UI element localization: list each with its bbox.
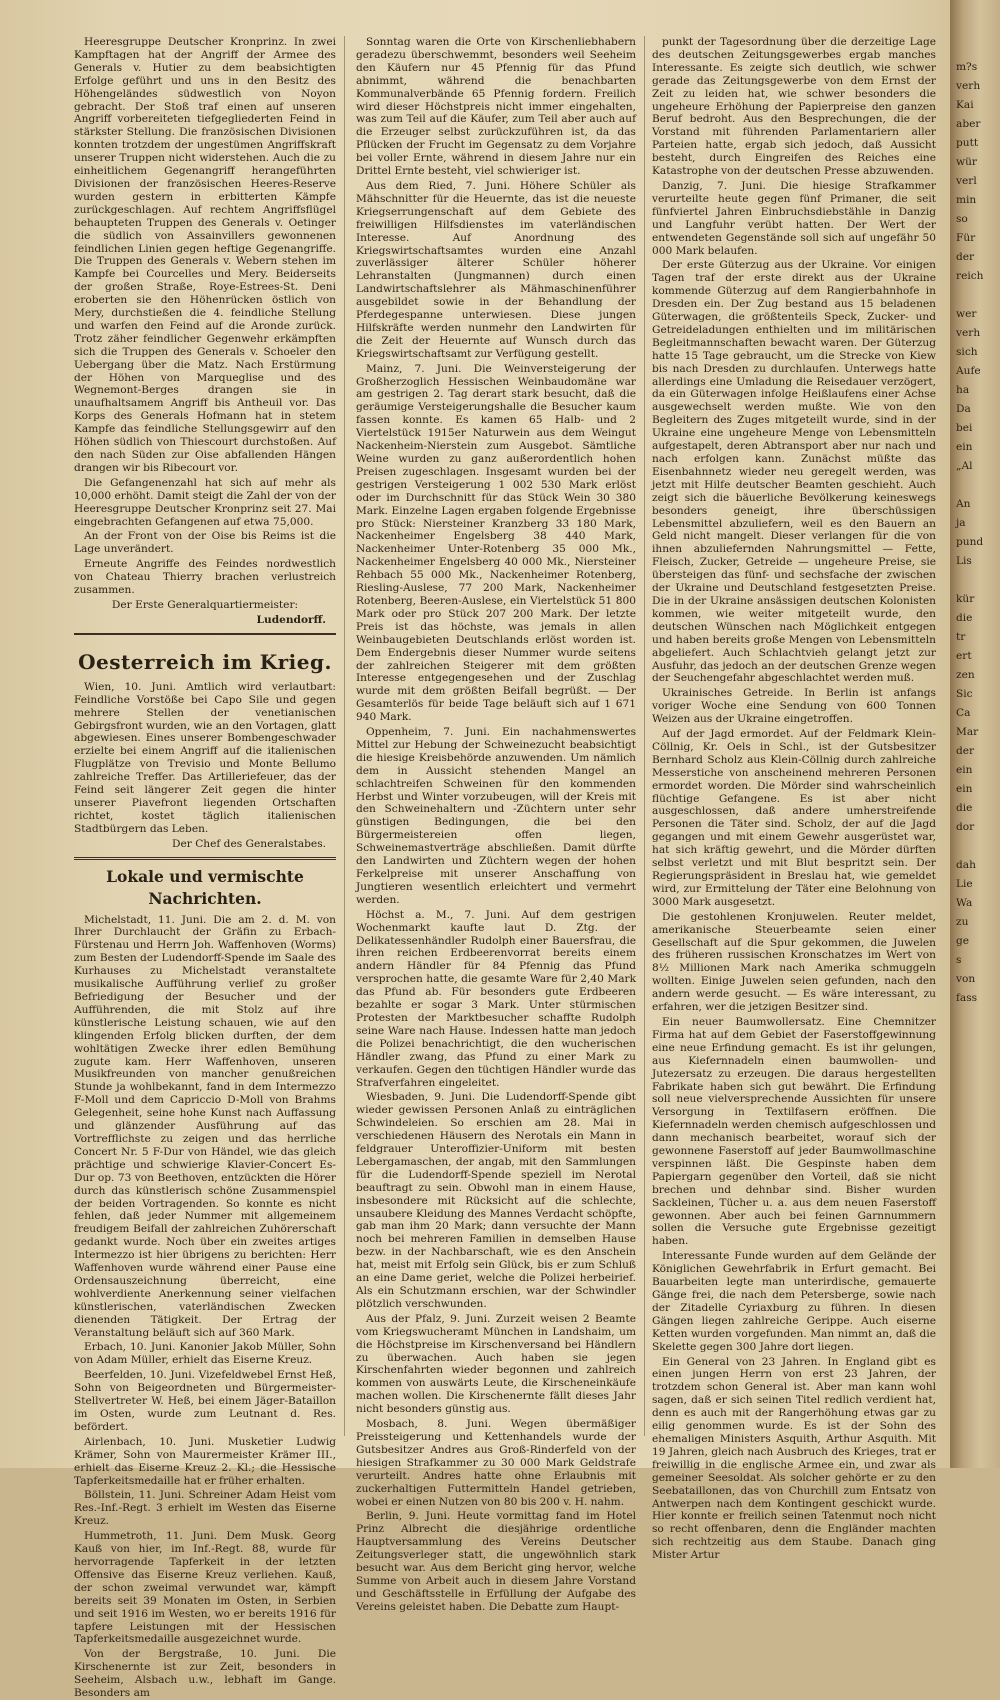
adjacent-page-line — [950, 837, 1000, 856]
article-wiesbaden: Wiesbaden, 9. Juni. Die Ludendorff-Spende gibt wieder gewissen Personen Anlaß zu einträglichen Schwindeleien. So erschien am 28. Mai in verschiedenen Häusern des Nerotals ein Mann in feldgrauer Unteroffizier-Uniform mit besten Lebergamaschen, der angab, mit den Sammlungen für die Ludendorff-Spende speziell im Nerotal beauftragt zu sein. Obwohl man in einem Hause, insbesondere mit Rücksicht auf die schlechte, unsaubere Kleidung des Mannes Verdacht schöpfte, gab man ihm 20 Mark; dann versuchte der Mann noch bei mehreren Familien in demselben Hause bezw. in der Nachbarschaft, wie es den Anschein hat, meist mit Erfolg sein Glück, bis er zum Schluß an eine Dame geriet, welche die Polizei herbeirief. Als ein Schutzmann erschien, war der Schwindler plötzlich verschwunden. — [356, 1091, 636, 1310]
article-general: Ein General von 23 Jahren. In England gibt es einen jungen Herrn von erst 23 Jahren, der trotzdem schon General ist. Aber man kann wohl sagen, daß er sich seinen Titel redlich verdient hat, denn es auch mit der Rangerhöhung etwas gar zu eilig genommen wurde. Es ist der Sohn des ehemaligen Ministers Asquith, Arthur Asquith. Mit 19 Jahren, gleich nach Ausbruch des Krieges, trat er freiwillig in die englische Armee ein, und zwar als gemeiner Seesoldat. Als solcher gehörte er zu den Seebataillonen, das von Churchill zum Entsatz von Antwerpen nach dem Kontingent geschickt wurde. Hier konnte er freilich seinen Tatenmut noch nicht so recht offenbaren, denn die Engländer machten sich rechtzeitig aus dem Staube. Danach ging Mister Artur — [652, 1355, 936, 1562]
adjacent-page-line — [950, 286, 1000, 305]
adjacent-page-line: tr — [956, 631, 966, 643]
adjacent-page-line: ein — [956, 764, 973, 776]
article-mainz: Mainz, 7. Juni. Die Weinversteigerung der Großherzoglich Hessischen Weinbaudomäne war am gestrigen 2. Tag derart stark besucht, daß die geräumige Versteigerungshalle die Besucher kaum fassen konnte. Es kamen 65 Halb- und 2 Viertelstück 1915er Naturwein aus dem Weingut Nackenheim-Nierstein zum Ausgebot. Sämtliche Weine wurden zu ganz außerordentlich hohen Preisen zugeschlagen. Insgesamt wurden bei der gestrigen Versteigerung 1 002 530 Mark erlöst oder im Durchschnitt für das Stück Wein 30 380 Mark. Einzelne Lagen ergaben folgende Ergebnisse pro Stück: Niersteiner Kranzberg 33 180 Mark, Nackenheimer Engelsberg 38 440 Mark, Nackenheimer Unter-Rotenberg 35 000 Mk., Nackenheimer Engelsberg 40 000 Mk., Niersteiner Rehbach 55 000 Mk., Nackenheimer Rotenberg, Riesling-Auslese, 77 200 Mark, Nackenheimer Rotenberg, Beeren-Auslese, ein Viertelstück 51 800 Mark oder pro Stück 207 200 Mark. Der letzte Preis ist das höchste, was jemals in allen Weinbaugebieten Deutschlands erlöst worden ist. Dem Endergebnis dieser Nummer wurde seitens der zahlreichen Steigerer mit dem größten Interesse entgegengesehen und der Zuschlag wurde mit dem größten Beifall begrüßt. — Der Gesamterlös für beide Tage beläuft sich auf 1 671 940 Mark. — [356, 362, 636, 724]
column-3 — [652, 36, 936, 1562]
article-boellstein: Böllstein, 11. Juni. Schreiner Adam Heist vom Res.-Inf.-Regt. 3 erhielt im Westen das Eiserne Kreuz. — [74, 1489, 336, 1528]
adjacent-page-line: Ca — [956, 707, 971, 719]
article-michelstadt: Michelstadt, 11. Juni. Die am 2. d. M. von Ihrer Durchlaucht der Gräfin zu Erbach-Fürstenau und Herrn Joh. Waffenhoven (Worms) zum Besten der Ludendorff-Spende im Saale des Kurhauses zu Michelstadt veranstaltete musikalische Aufführung verlief zu großer Befriedigung der Besucher und der Aufführenden, die mit Stolz auf ihre künstlerische Leistung schauen, wie auf den klingenden Erfolg blicken durften, der dem wohltätigen Zwecke ihrer edlen Bemühung zugute kam. Herr Waffenhoven, unseren Musikfreunden von mancher genußreichen Stunde ja wohlbekannt, fand in dem Intermezzo F-Moll und dem Capriccio D-Moll von Brahms Gelegenheit, seine hohe Kunst nach Auffassung und glänzender Ausführung auf das Vortrefflichste zu zeigen und das herrliche Concert Nr. 5 F-Dur von Händel, wie das gleich prächtige und schwierige Klavier-Concert Es-Dur op. 73 von Beethoven, entzückten die Hörer durch das künstlerisch schöne Zusammenspiel der beiden Vortragenden. So konnte es nicht fehlen, daß jeder Nummer mit allgemeinem freudigem Beifall der zahlreichen Zuhörerschaft gedankt wurde. Noch über ein zweites artiges Intermezzo ist hier übrigens zu berichten: Herr Waffenhoven wurde während einer Pause eine Ordensauszeichnung überreicht, eine wohlverdiente Anerkennung seiner vielfachen künstlerischen, vaterländischen Zwecken dienenden Tätigkeit. Der Ertrag der Veranstaltung beläuft sich auf 360 Mark. — [74, 913, 336, 1339]
adjacent-page-line: Kai — [956, 99, 974, 111]
wien-signature: Der Chef des Generalstabes. — [172, 837, 326, 850]
adjacent-page-line: ert — [956, 650, 972, 662]
adjacent-page-line: ein — [956, 441, 973, 453]
heading-oesterreich: Oesterreich im Krieg. — [78, 649, 332, 674]
adjacent-page-line: min — [956, 194, 977, 206]
adjacent-page-line: putt — [956, 137, 979, 149]
article-getreide: Ukrainisches Getreide. In Berlin ist anfangs voriger Woche eine Sendung von 600 Tonnen Weizen aus der Ukraine eingetroffen. — [652, 687, 936, 726]
article-hummetroth: Hummetroth, 11. Juni. Dem Musk. Georg Kauß von hier, im Inf.-Regt. 88, wurde für hervorragende Tapferkeit in der letzten Offensive das Eiserne Kreuz verliehen. Kauß, der schon zweimal verwundet war, kämpft bereits seit 39 Monaten im Osten, in Serbien und seit 1916 im Westen, wo er bereits 1916 für tapfere Leistungen mit der Hessischen Tapferkeitsmedaille ausgezeichnet wurde. — [74, 1530, 336, 1646]
article-ried: Aus dem Ried, 7. Juni. Höhere Schüler als Mähschnitter für die Heuernte, das ist die neueste Kriegserrungenschaft auf dem Gebiete des freiwilligen Hilfsdienstes im vaterländischen Interesse. Auf Anordnung des Kriegswirtschaftsamtes wurden eine Anzahl zuverlässiger älterer Schüler höherer Lehranstalten (Jungmannen) durch einen Landwirtschaftslehrer als Mähmaschinenführer ausgebildet sowie in der Behandlung der Pferdegespanne unterwiesen. Diese jungen Hilfskräfte werden nunmehr den Landwirten für die Zeit der Heuernte auf Wunsch durch das Kriegswirtschaftsamt zur Verfügung gestellt. — [356, 179, 636, 360]
adjacent-page-text — [950, 0, 1000, 1008]
adjacent-page-line: der — [956, 745, 975, 757]
adjacent-page-line: An — [956, 498, 971, 510]
adjacent-page-line: kür — [956, 593, 975, 605]
adjacent-page-line: zu — [956, 916, 969, 928]
adjacent-page-line: Mar — [956, 726, 979, 738]
adjacent-page-line — [950, 571, 1000, 590]
adjacent-page-line: Für — [956, 232, 976, 244]
adjacent-page-line: dah — [956, 859, 976, 871]
article-erbach: Erbach, 10. Juni. Kanonier Jakob Müller, Sohn von Adam Müller, erhielt das Eiserne Kreuz. — [74, 1341, 336, 1367]
adjacent-page-line: dor — [956, 821, 975, 833]
adjacent-page-line: sich — [956, 346, 978, 358]
article-berlin: Berlin, 9. Juni. Heute vormittag fand im Hotel Prinz Albrecht die diesjährige ordentliche Hauptversammlung des Vereins Deutscher Zeitungsverleger statt, die ungewöhnlich stark besucht war. Aus dem Bericht ging hervor, welche Summe von Arbeit auch in diesem Jahre Vorstand und Geschäftsstelle in Erfüllung der Aufgabe des Vereins geleistet haben. Die Debatte zum Haupt- — [356, 1510, 636, 1613]
adjacent-page-line: zen — [956, 669, 975, 681]
adjacent-page-line: aber — [956, 118, 981, 130]
adjacent-page-line: der — [956, 251, 975, 263]
signature-title: Der Erste Generalquartiermeister: — [111, 598, 299, 611]
article-gueterzug: Der erste Güterzug aus der Ukraine. Vor einigen Tagen traf der erste direkt aus der Ukraine kommende Güterzug auf dem Rangierbahnhofe in Dresden ein. Der Zug bestand aus 15 beladenen Güterwagen, die größtenteils Speck, Zucker- und Getreideladungen enthielten und im militärischen Begleitmannschaften bewacht waren. Der Güterzug hatte 15 Tage gebraucht, um die Strecke von Kiew bis nach Dresden zu durchlaufen. Unterwegs hatte allerdings eine Umladung die Reisedauer verzögert, da ein Güterwagen infolge Heißlaufens einer Achse ausgewechselt werden mußte. Wie von den Begleitern des Zuges mitgeteilt wurde, sind in der Ukraine eine ungeheure Menge von Lebensmitteln aufgestapelt, deren Abtransport aber nur nach und nach erfolgen kann. Zunächst müßte das Eisenbahnnetz wieder neu geregelt werden, was jetzt mit Hilfe deutscher Beamten geschieht. Auch zeigt sich die bäuerliche Bevölkerung keineswegs besonders geneigt, ihre überschüssigen Lebensmittel abzuliefern, weil es den Bauern an Geld nicht mangelt. Dieser verlangen für die von ihnen abzuliefernden Nahrungsmittel — Fette, Fleisch, Zucker, Getreide — ungeheure Preise, sie übersteigen das fünf- und sechsfache der zwischen der Ukraine und Deutschland festgesetzten Preise. Die in der Ukraine ansässigen deutschen Kolonisten kommen, wie weiter mitgeteilt wurde, den deutschen Wünschen nach Möglichkeit entgegen und haben bereits große Mengen von Lebensmitteln abgeliefert. Auch Schlachtvieh gelangt jetzt zur Ausfuhr, das jedoch an der deutschen Grenze wegen der Seuchengefahr abgeschlachtet werden muß. — [652, 259, 936, 685]
article-funde: Interessante Funde wurden auf dem Gelände der Königlichen Gewehrfabrik in Erfurt gemacht. Bei Bauarbeiten legte man unterirdische, gemauerte Gänge frei, die nach dem Petersberge, sowie nach der Zitadelle Cyriaxburg zu führen. In diesen Gängen liegen zahlreiche Gerippe. Auch eiserne Ketten wurden vorgefunden. Man nimmt an, daß die Skelette gegen 300 Jahre dort liegen. — [652, 1250, 936, 1353]
adjacent-page-line: Lie — [956, 878, 973, 890]
article-zeitungsgewerbe: punkt der Tagesordnung über die derzeitige Lage des deutschen Zeitungsgewerbes ergab manches Interessante. Es zeigte sich deutlich, wie schwer gerade das Zeitungsgewerbe von dem Ernst der Zeit zu leiden hat, wie schwer besonders die ungeheure Erhöhung der Papierpreise den ganzen Beruf bedroht. Aus den Besprechungen, die der Vorstand mit führenden Parlamentariern aller Parteien hatte, ergab sich jedoch, daß Aussicht besteht, durch Eingreifen des Reiches eine Katastrophe von der deutschen Presse abzuwenden. — [652, 36, 936, 178]
article-gefangenenzahl: Die Gefangenenzahl hat sich auf mehr als 10,000 erhöht. Damit steigt die Zahl der von der Heeresgruppe Deutscher Kronprinz seit 27. Mai eingebrachten Gefangenen auf etwa 75,000. — [74, 476, 336, 528]
adjacent-page-line: die — [956, 802, 973, 814]
article-wien: Wien, 10. Juni. Amtlich wird verlautbart: Feindliche Vorstöße bei Capo Sile und gegen mehrere Stellen der venetianischen Gebirgsfront wurden, wie an den Vortagen, glatt abgewiesen. Eines unserer Bombengeschwader erzielte bei einem Angriff auf die italienischen Flugplätze von Trevisio und Monte Bellumo zahlreiche Treffer. Das Artilleriefeuer, das der Feind seit längerer Zeit gegen die hinter unserer Piavefront liegenden Ortschaften richtet, kostet täglich italienischen Stadtbürgern das Leben. — [74, 680, 336, 835]
adjacent-page-line: reich — [956, 270, 984, 282]
article-baumwolle: Ein neuer Baumwollersatz. Eine Chemnitzer Firma hat auf dem Gebiet der Faserstoffgewinnung eine neue Erfindung gemacht. Es ist ihr gelungen, aus Kiefernnadeln einen baumwollen- und Jutezersatz zu erzeugen. Die daraus hergestellten Fabrikate haben sich gut bewährt. Die Erfindung soll neue vielversprechende Aussichten für unsere Versorgung in Textilfasern eröffnen. Die Kiefernnadeln werden chemisch aufgeschlossen und dann mechanisch bearbeitet, worauf sich der gewonnene Faserstoff auf jeder Baumwollmaschine verspinnen läßt. Die Gespinste haben dem Papiergarn gegenüber den Vorteil, daß sie nicht brechen und dehnbar sind. Bisher wurden Sackleinen, Tücher u. a. aus dem neuen Faserstoff gewonnen. Aber auch bei feinen Garnnummern sollen die Versuche gute Ergebnisse gezeitigt haben. — [652, 1015, 936, 1248]
adjacent-page-line: pund — [956, 536, 984, 548]
article-bergstrasse: Von der Bergstraße, 10. Juni. Die Kirschenernte ist zur Zeit, besonders in Seeheim, Alsbach u.w., lebhaft im Gange. Besonders am — [74, 1648, 336, 1700]
article-beerfelden: Beerfelden, 10. Juni. Vizefeldwebel Ernst Heß, Sohn von Beigeordneten und Bürgermeister-Stellvertreter W. Heß, bei einem Jäger-Bataillon im Osten, wurde zum Leutnant d. Res. befördert. — [74, 1369, 336, 1433]
adjacent-page-line: verl — [956, 175, 977, 187]
adjacent-page-line: Da — [956, 403, 971, 415]
heading-lokale: Lokale und vermischte Nachrichten. — [74, 857, 336, 910]
article-danzig: Danzig, 7. Juni. Die hiesige Strafkammer verurteilte heute gegen fünf Primaner, die seit fünfviertel Jahren Einbruchsdiebstähle in Danzig und Langfuhr verübt hatten. Der Wert der entwendeten Gegenstände soll sich auf ungefähr 50 000 Mark belaufen. — [652, 179, 936, 257]
adjacent-page-line: so — [956, 213, 968, 225]
article-heeresgruppe: Heeresgruppe Deutscher Kronprinz. In zwei Kampftagen hat der Angriff der Armee des Generals v. Hutier zu dem beabsichtigten Erfolge geführt und uns in den Besitz des Höhengeländes südwestlich von Noyon gebracht. Der Stoß traf einen auf unseren Angriff vorbereiteten tiefgegliederten Feind in stärkster Stellung. Die französischen Divisionen konnten trotzdem der ungestümen Angriffskraft unserer Truppen nicht widerstehen. Auch die zu einheitlichem Gegenangriff herangeführten Divisionen der französischen Heeres-Reserve wurden gestern in erbitterten Kämpfe zurückgeschlagen. Auf rechtem Angriffsflügel behaupteten Truppen des Generals v. Oetinger die südlich von Assainvillers gewonnenen feindlichen Linien gegen heftige Gegenangriffe. Die Truppen des Generals v. Webern stehen im Kampfe bei Courcelles und Mery. Beiderseits der großen Straße, Roye-Estrees-St. Deni eroberten sie den Höhenrücken östlich von Mery, durchstießen die 4. feindliche Stellung und warfen den Feind auf die Aronde zurück. Trotz zäher feindlicher Gegenwehr erkämpften sich die Truppen des Generals v. Schoeler den Uebergang über die Matz. Nach Erstürmung der Höhen von Marqueglise und des Wegnemont-Berges drangen sie in unaufhaltsamem Angriff bis Antheuil vor. Das Korps des Generals Hofmann hat in stetem Kampfe das feindliche Stellungsgewirr auf den Höhen südlich von Thiescourt durchstoßen. Auf den nach Süden zur Oise abfallenden Hängen drangen wir bis Ribecourt vor. — [74, 36, 336, 474]
article-airlenbach: Airlenbach, 10. Juni. Musketier Ludwig Krämer, Sohn von Maurermeister Krämer III., erhielt das Eiserne Kreuz 2. Kl.; die Hessische Tapferkeitsmedaille hat er früher erhalten. — [74, 1435, 336, 1487]
adjacent-page-line: m?s — [956, 61, 978, 73]
article-kirschen: Sonntag waren die Orte von Kirschenliebhabern geradezu überschwemmt, besonders weil Seeheim den Käufern nur 45 Pfennig für das Pfund abnimmt, während die benachbarten Kommunalverbände 65 Pfennig fordern. Freilich wird dieser Höchstpreis nicht immer eingehalten, was zum Teil auf die Käufer, zum Teil aber auch auf die Erzeuger selbst zurückzuführen ist, da das Pflücken der Frucht im Gegensatz zu dem Vorjahre bei voller Ernte, während in diesem Jahre nur ein Drittel Ernte besteht, viel schwieriger ist. — [356, 36, 636, 178]
column-rule-1 — [344, 36, 345, 1436]
adjacent-page-line: ge — [956, 935, 970, 947]
adjacent-page-line: Wa — [956, 897, 973, 909]
adjacent-page-line: s — [956, 954, 962, 966]
adjacent-page-line: Lis — [956, 555, 972, 567]
column-2 — [356, 36, 636, 1613]
adjacent-page-line: verh — [956, 327, 981, 339]
adjacent-page-line: ein — [956, 783, 973, 795]
article-chateau-thierry: Erneute Angriffe des Feindes nordwestlich von Chateau Thierry brachen verlustreich zusammen. — [74, 558, 336, 597]
article-pfalz: Aus der Pfalz, 9. Juni. Zurzeit weisen 2 Beamte vom Kriegswucheramt München in Landshaim, um die Höchstpreise im Kirschenversand bei Händlern zu überwachen. Auch haben sie jegen Kirschenfahrten wieder begonnen und zahlreich kommen von auswärts Leute, die Kirscheneinkäufe machen wollen. Die Kirschenernte fällt dieses Jahr nicht besonders günstig aus. — [356, 1312, 636, 1416]
article-oppenheim: Oppenheim, 7. Juni. Ein nachahmenswertes Mittel zur Hebung der Schweinezucht beabsichtigt die hiesige Kreisbehörde anzuwenden. Um nämlich dem in Aussicht stehenden Mangel an schlachtreifen Schweinen für den kommenden Herbst und Winter vorzubeugen, will der Kreis mit den Schweinehaltern und -Züchtern unter sehr günstigen Bedingungen, die bei den Bürgermeistereien offen liegen, Schweinemastverträge abschließen. Damit dürfte den Landwirten und Züchtern wegen der hohen Ferkelpreise mit unserer Anschaffung von Jungtieren wesentlich erleichtert und vermehrt werden. — [356, 726, 636, 906]
column-rule-2 — [644, 36, 645, 1436]
adjacent-page-line: Sic — [956, 688, 973, 700]
adjacent-page-edge — [950, 0, 1000, 1468]
adjacent-page-line: „Al — [956, 460, 973, 472]
adjacent-page-line — [950, 476, 1000, 495]
adjacent-page-line: die — [956, 612, 973, 624]
adjacent-page-line: von — [956, 973, 976, 985]
article-kronjuwelen: Die gestohlenen Kronjuwelen. Reuter meldet, amerikanische Steuerbeamte seien einer Gesellschaft auf die Spur gekommen, die Juwelen des früheren russischen Kronschatzes im Wert von 8½ Millionen Mark nach Amerika schmuggeln wollten. Einige Juwelen seien gefunden, nach den andern werde gesucht. — Es wäre interessant, zu erfahren, wer die jetzigen Besitzer sind. — [652, 910, 936, 1014]
article-hoechst: Höchst a. M., 7. Juni. Auf dem gestrigen Wochenmarkt kaufte laut D. Ztg. der Delikatessenhändler Rudolph einer Bauersfrau, die ihren reichen Erdbeerenvorrat bereits einem andern Händler für 84 Pfennig das Pfund versprochen hatte, die gesamte Ware für 2,40 Mark das Pfund ab. Für besonders gute Erdbeeren bezahlte er sogar 3 Mark. Unter stürmischen Protesten der Marktbesucher schaffte Rudolph seine Ware nach Hause. Indessen hatte man jedoch die Polizei benachrichtigt, die den wucherischen Händler zwang, das Pfund zu einer Mark zu verkaufen. Gegen den tüchtigen Händler wurde das Strafverfahren eingeleitet. — [356, 908, 636, 1089]
adjacent-page-line: ha — [956, 384, 970, 396]
adjacent-page-line: ja — [956, 517, 966, 529]
article-mosbach: Mosbach, 8. Juni. Wegen übermäßiger Preissteigerung und Kettenhandels wurde der Gutsbesitzer Andres aus Groß-Rinderfeld von der hiesigen Strafkammer zu 30 000 Mark Geldstrafe verurteilt. Andres hatte ohne Erlaubnis mit zuckerhaltigen Futtermitteln Handel getrieben, wobei er einen Nutzen von 80 bis 200 v. H. nahm. — [356, 1418, 636, 1508]
adjacent-page-line: Aufe — [956, 365, 981, 377]
article-front-lage: An der Front von der Oise bis Reims ist die Lage unverändert. — [74, 530, 336, 556]
column-1 — [74, 36, 336, 1700]
signature-name: Ludendorff. — [256, 613, 326, 626]
article-jagd: Auf der Jagd ermordet. Auf der Feldmark Klein-Cöllnig, Kr. Oels in Schl., ist der Gutsbesitzer Bernhard Scholz aus Klein-Cöllnig durch zahlreiche Messerstiche von anscheinend mehreren Personen ermordet worden. Die Mörder sind wahrscheinlich flüchtige Gefangene. Es ist aber nicht ausgeschlossen, daß andere umherstreifende Personen die Täter sind. Scholz, der auf die Jagd gegangen und mit einem Gewehr ausgerüstet war, hat sich kräftig gewehrt, und die Mörder dürften selbst verletzt und mit Blut bespritzt sein. Der Regierungspräsident in Breslau hat, wie gemeldet wird, zur Ermittelung der Täter eine Belohnung von 3000 Mark ausgesetzt. — [652, 728, 936, 908]
adjacent-page-line: fass — [956, 992, 978, 1004]
adjacent-page-line: wür — [956, 156, 977, 168]
adjacent-page-line: verh — [956, 80, 981, 92]
adjacent-page-line: wer — [956, 308, 977, 320]
section-divider — [74, 633, 336, 635]
adjacent-page-line: bei — [956, 422, 973, 434]
